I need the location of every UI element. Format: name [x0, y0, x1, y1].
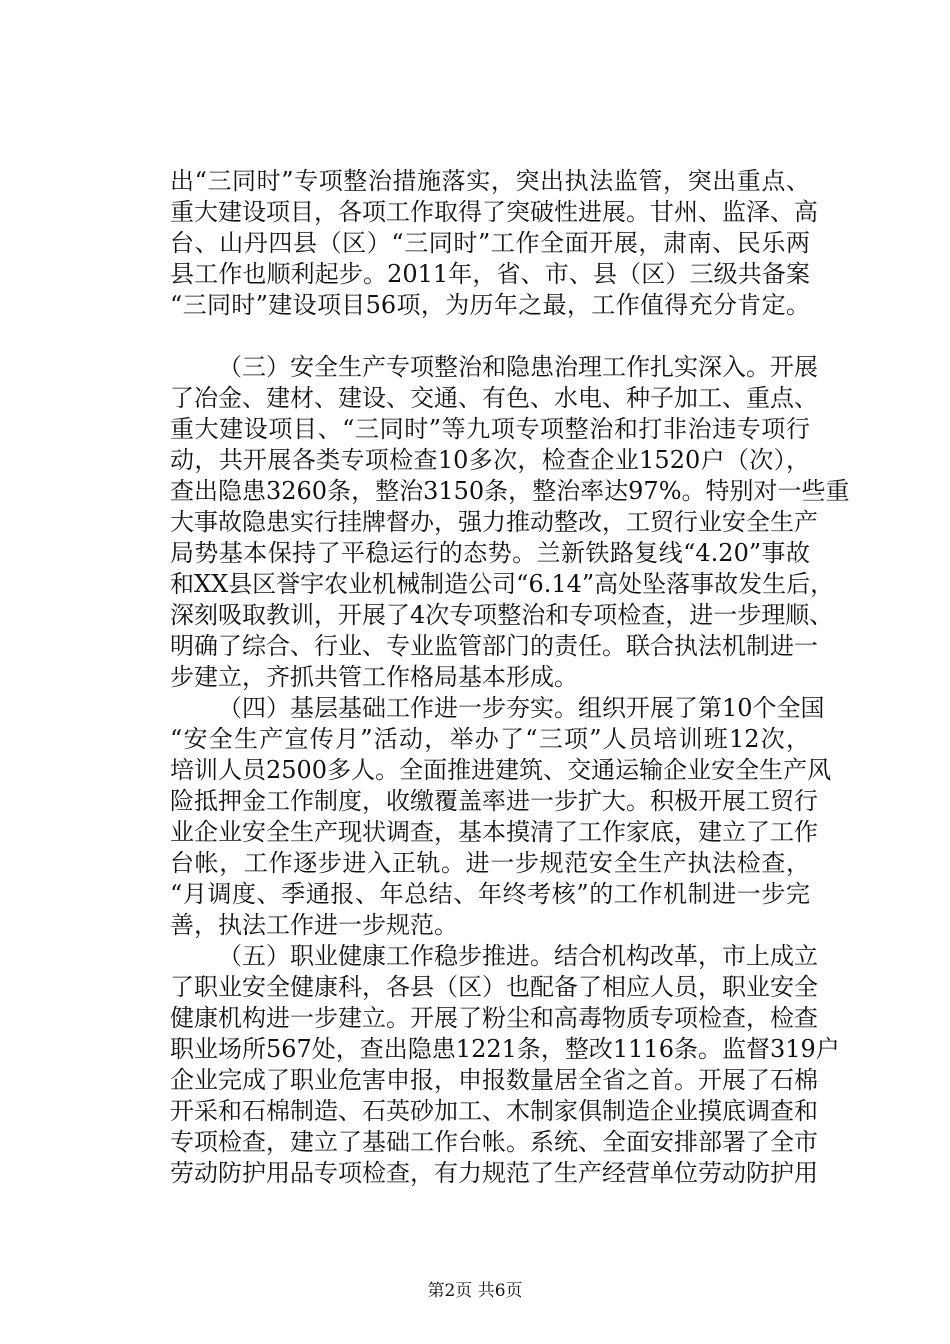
paragraph-section-5	[170, 941, 840, 1189]
text-line: “安全生产宣传月”活动，举办了“三项”人员培训班12次，	[170, 725, 810, 753]
text-line: （三）安全生产专项整治和隐患治理工作扎实深入。开展	[218, 353, 818, 381]
text-line: 业企业安全生产现状调查，基本摸清了工作家底，建立了工作	[170, 818, 818, 846]
text-line: 善，执法工作进一步规范。	[170, 911, 458, 939]
text-line: 和XX县区誉宇农业机械制造公司“6.14”高处坠落事故发生后，	[170, 570, 835, 598]
text-line: 险抵押金工作制度，收缴覆盖率进一步扩大。积极开展工贸行	[170, 787, 818, 815]
text-line: 企业完成了职业危害申报，申报数量居全省之首。开展了石棉	[170, 1066, 818, 1094]
paragraph-spacer	[170, 321, 810, 352]
text-line: 开采和石棉制造、石英砂加工、木制家俱制造企业摸底调查和	[170, 1097, 818, 1125]
text-line: 培训人员2500多人。全面推进建筑、交通运输企业安全生产风	[170, 756, 832, 784]
text-line: 查出隐患3260条，整治3150条，整治率达97%。特别对一些重	[170, 477, 850, 505]
text-line: 台帐，工作逐步进入正轨。进一步规范安全生产执法检查，	[170, 849, 810, 877]
text-line: 了职业安全健康科，各县（区）也配备了相应人员，职业安全	[170, 973, 818, 1001]
text-line: 劳动防护用品专项检查，有力规范了生产经营单位劳动防护用	[170, 1159, 818, 1187]
text-line: “三同时”建设项目56项，为历年之最，工作值得充分肯定。	[170, 291, 810, 319]
paragraph-section-3	[170, 352, 850, 693]
text-line: 动，共开展各类专项检查10多次，检查企业1520户（次），	[170, 446, 810, 474]
text-line: 台、山丹四县（区）“三同时”工作全面开展，肃南、民乐两	[170, 229, 810, 257]
text-line: 重大建设项目，各项工作取得了突破性进展。甘州、监泽、高	[170, 198, 818, 226]
text-line: 健康机构进一步建立。开展了粉尘和高毒物质专项检查，检查	[170, 1004, 818, 1032]
text-line: 步建立，齐抓共管工作格局基本形成。	[170, 663, 578, 691]
text-line: 局势基本保持了平稳运行的态势。兰新铁路复线“4.20”事故	[170, 539, 810, 567]
text-line: “月调度、季通报、年总结、年终考核”的工作机制进一步完	[170, 880, 810, 908]
text-line: 县工作也顺利起步。2011年，省、市、县（区）三级共备案	[170, 260, 810, 288]
document-body	[170, 166, 850, 1189]
text-line: 专项检查，建立了基础工作台帐。系统、全面安排部署了全市	[170, 1128, 818, 1156]
text-line: 出“三同时”专项整治措施落实，突出执法监管，突出重点、	[170, 167, 810, 195]
text-line: 了冶金、建材、建设、交通、有色、水电、种子加工、重点、	[170, 384, 818, 412]
text-line: （五）职业健康工作稳步推进。结合机构改革，市上成立	[218, 942, 818, 970]
paragraph-continuation	[170, 166, 818, 321]
text-line: 大事故隐患实行挂牌督办，强力推动整改，工贸行业安全生产	[170, 508, 818, 536]
page-number-footer: 第2页 共6页	[427, 1281, 523, 1301]
text-line: 明确了综合、行业、专业监管部门的责任。联合执法机制进一	[170, 632, 818, 660]
text-line: 深刻吸取教训，开展了4次专项整治和专项检查，进一步理顺、	[170, 601, 834, 629]
text-line: 职业场所567处，查出隐患1221条，整改1116条。监督319户	[170, 1035, 840, 1063]
text-line: （四）基层基础工作进一步夯实。组织开展了第10个全国	[218, 694, 825, 722]
text-line: 重大建设项目、“三同时”等九项专项整治和打非治违专项行	[170, 415, 810, 443]
paragraph-section-4	[170, 693, 832, 941]
